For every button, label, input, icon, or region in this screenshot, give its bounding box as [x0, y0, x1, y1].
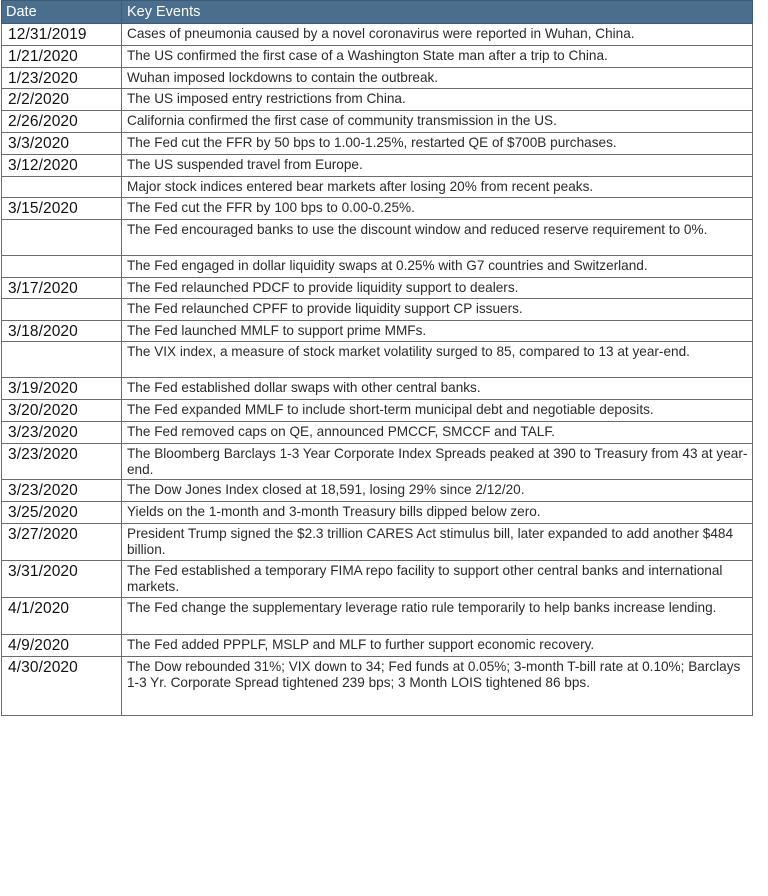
table-row — [2, 321, 753, 342]
event-date — [2, 220, 122, 256]
header-date: Date — [2, 1, 122, 24]
header-key-events: Key Events — [122, 1, 753, 24]
table-row — [2, 89, 753, 111]
table-row — [2, 111, 753, 133]
table-row — [2, 422, 753, 444]
event-description: The VIX index, a measure of stock market volatility surged to 85, compared to 13 at year-end. — [122, 342, 753, 378]
table-row — [2, 342, 753, 378]
event-description: The Fed launched MMLF to support prime MMFs. — [122, 321, 753, 342]
event-date: 3/15/2020 — [2, 198, 122, 220]
event-description: The Dow Jones Index closed at 18,591, losing 29% since 2/12/20. — [122, 480, 753, 502]
event-date: 2/2/2020 — [2, 89, 122, 111]
event-date: 3/23/2020 — [2, 480, 122, 502]
event-description: The Fed engaged in dollar liquidity swaps at 0.25% with G7 countries and Switzerland. — [122, 256, 753, 278]
event-description: The Fed cut the FFR by 50 bps to 1.00-1.25%, restarted QE of $700B purchases. — [122, 133, 753, 155]
table-row — [2, 480, 753, 502]
event-description: The Fed cut the FFR by 100 bps to 0.00-0.25%. — [122, 198, 753, 220]
table-row — [2, 155, 753, 177]
table-row — [2, 635, 753, 657]
event-description: The US imposed entry restrictions from China. — [122, 89, 753, 111]
table-row — [2, 400, 753, 422]
event-date: 3/27/2020 — [2, 524, 122, 561]
event-date: 1/21/2020 — [2, 46, 122, 68]
table-row — [2, 256, 753, 278]
event-description: Major stock indices entered bear markets after losing 20% from recent peaks. — [122, 177, 753, 198]
event-description: The Fed established dollar swaps with other central banks. — [122, 378, 753, 400]
table-row — [2, 24, 753, 46]
event-date: 3/31/2020 — [2, 561, 122, 598]
event-date: 3/18/2020 — [2, 321, 122, 342]
event-description: Yields on the 1-month and 3-month Treasury bills dipped below zero. — [122, 502, 753, 524]
table-row — [2, 598, 753, 635]
event-date: 12/31/2019 — [2, 24, 122, 46]
event-date — [2, 256, 122, 278]
table-row — [2, 524, 753, 561]
table-row — [2, 444, 753, 480]
event-description: The Fed change the supplementary leverage ratio rule temporarily to help banks increase lending. — [122, 598, 753, 635]
event-date: 3/23/2020 — [2, 444, 122, 480]
event-description: The US suspended travel from Europe. — [122, 155, 753, 177]
event-description: President Trump signed the $2.3 trillion CARES Act stimulus bill, later expanded to add another $484 billion. — [122, 524, 753, 561]
event-date: 3/19/2020 — [2, 378, 122, 400]
table-row — [2, 502, 753, 524]
event-date: 4/1/2020 — [2, 598, 122, 635]
table-row — [2, 278, 753, 299]
table-row — [2, 133, 753, 155]
event-date: 4/9/2020 — [2, 635, 122, 657]
event-date: 3/12/2020 — [2, 155, 122, 177]
event-date — [2, 342, 122, 378]
event-description: California confirmed the first case of community transmission in the US. — [122, 111, 753, 133]
event-date — [2, 177, 122, 198]
event-date: 4/30/2020 — [2, 657, 122, 716]
event-description: The Fed removed caps on QE, announced PMCCF, SMCCF and TALF. — [122, 422, 753, 444]
event-date: 3/17/2020 — [2, 278, 122, 299]
table-row — [2, 177, 753, 198]
event-description: The Fed relaunched PDCF to provide liquidity support to dealers. — [122, 278, 753, 299]
event-date: 3/23/2020 — [2, 422, 122, 444]
event-date: 2/26/2020 — [2, 111, 122, 133]
table-row — [2, 220, 753, 256]
event-description: The Fed established a temporary FIMA repo facility to support other central banks and international markets. — [122, 561, 753, 598]
event-description: The Dow rebounded 31%; VIX down to 34; Fed funds at 0.05%; 3-month T-bill rate at 0.10%; Barclays 1-3 Yr. Corporate Spread tightened 239 bps; 3 Month LOIS tightened 86 bps. — [122, 657, 753, 716]
key-events-table — [1, 0, 753, 716]
table-row — [2, 657, 753, 716]
event-description: Wuhan imposed lockdowns to contain the outbreak. — [122, 68, 753, 89]
table-row — [2, 198, 753, 220]
event-description: The Fed added PPPLF, MSLP and MLF to further support economic recovery. — [122, 635, 753, 657]
table-row — [2, 561, 753, 598]
event-date: 3/3/2020 — [2, 133, 122, 155]
event-description: The Fed relaunched CPFF to provide liquidity support CP issuers. — [122, 299, 753, 321]
event-description: The Fed expanded MMLF to include short-term municipal debt and negotiable deposits. — [122, 400, 753, 422]
key-events-table-container — [1, 0, 752, 716]
table-row — [2, 378, 753, 400]
table-row — [2, 299, 753, 321]
event-description: Cases of pneumonia caused by a novel coronavirus were reported in Wuhan, China. — [122, 24, 753, 46]
event-description: The Fed encouraged banks to use the discount window and reduced reserve requirement to 0%. — [122, 220, 753, 256]
event-date: 3/25/2020 — [2, 502, 122, 524]
table-header-row — [2, 1, 753, 24]
table-row — [2, 68, 753, 89]
event-description: The US confirmed the first case of a Washington State man after a trip to China. — [122, 46, 753, 68]
event-description: The Bloomberg Barclays 1-3 Year Corporate Index Spreads peaked at 390 to Treasury from 43 at year-end. — [122, 444, 753, 480]
event-date: 1/23/2020 — [2, 68, 122, 89]
event-date: 3/20/2020 — [2, 400, 122, 422]
event-date — [2, 299, 122, 321]
table-body — [2, 24, 753, 716]
table-row — [2, 46, 753, 68]
